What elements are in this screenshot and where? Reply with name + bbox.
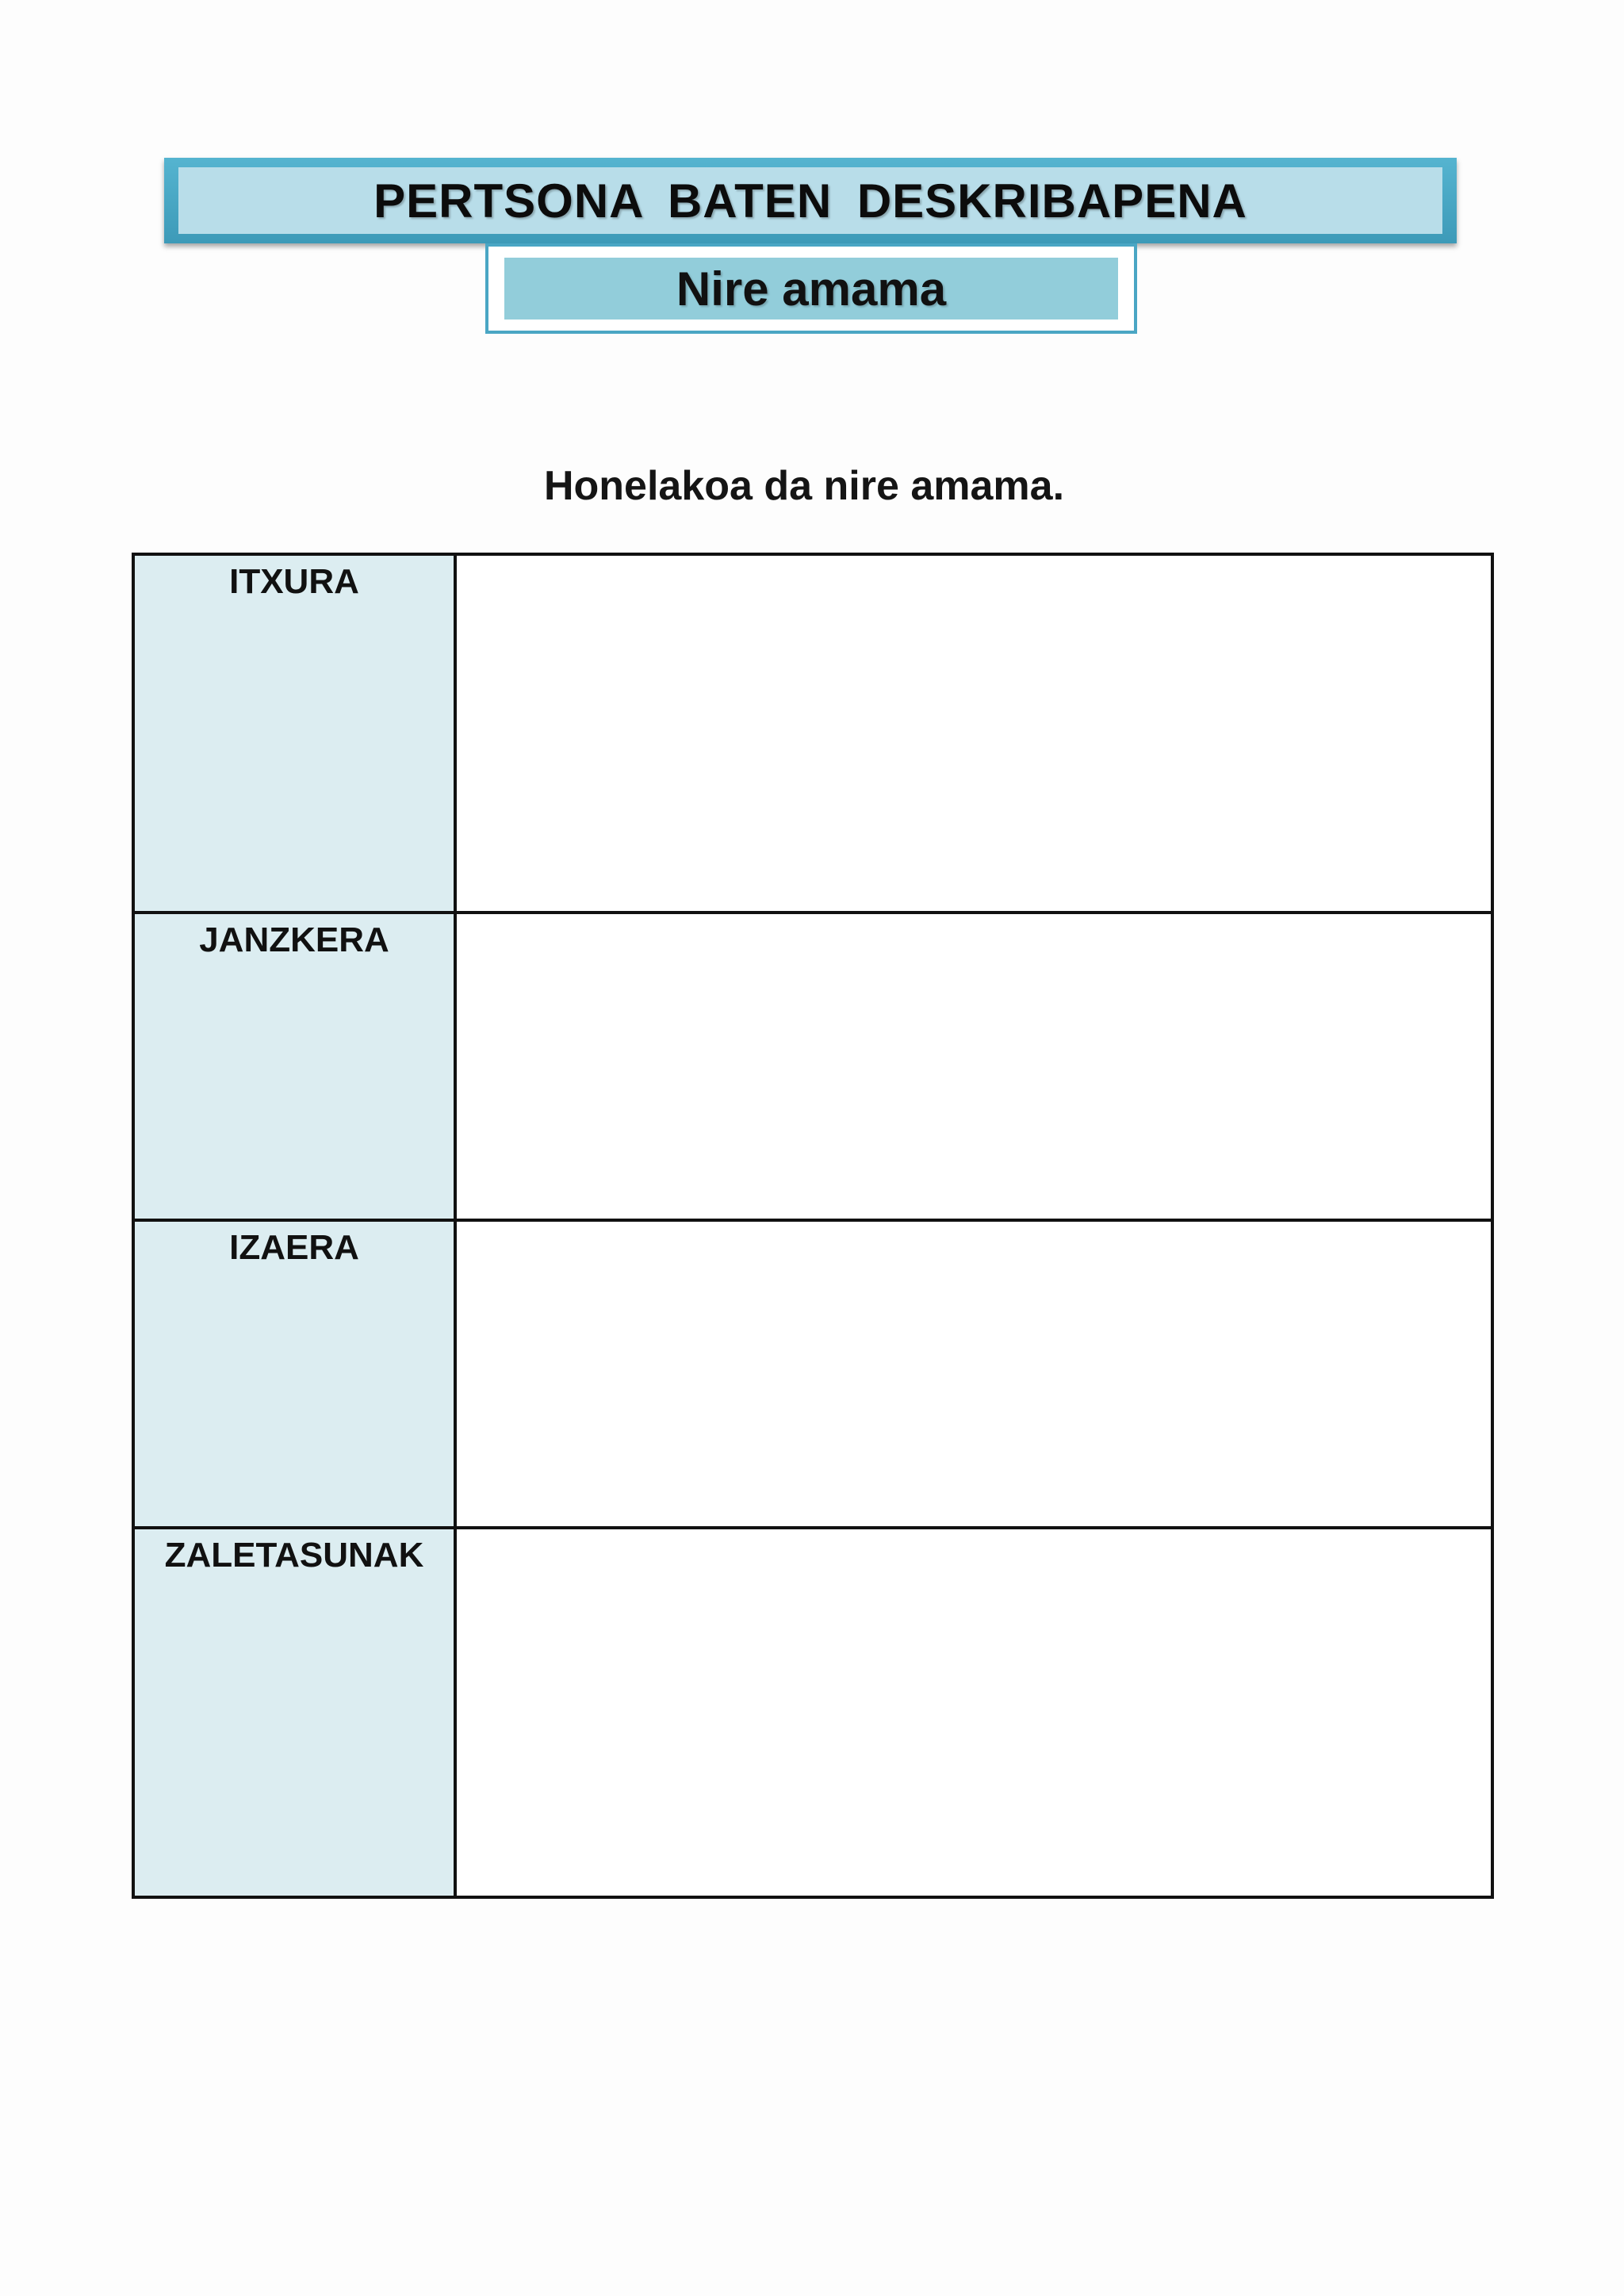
subtitle-box-inner xyxy=(504,258,1118,320)
answer-field-izaera[interactable] xyxy=(455,1220,1492,1528)
row-label-cell xyxy=(133,1220,455,1528)
table-row-zaletasunak xyxy=(133,1528,1492,1897)
row-label-izaera: IZAERA xyxy=(229,1228,359,1267)
row-label-cell xyxy=(133,554,455,913)
page-title: PERTSONA BATEN DESKRIBAPENA xyxy=(373,174,1247,228)
row-label-cell xyxy=(133,1528,455,1897)
table-row-itxura xyxy=(133,554,1492,913)
description-table xyxy=(132,553,1494,1899)
row-label-janzkera: JANZKERA xyxy=(199,920,389,959)
row-label-itxura: ITXURA xyxy=(229,562,359,601)
subtitle-box xyxy=(485,243,1137,334)
page-subtitle: Nire amama xyxy=(676,262,947,316)
answer-field-zaletasunak[interactable] xyxy=(455,1528,1492,1897)
row-label-cell xyxy=(133,913,455,1220)
title-banner-inner xyxy=(178,167,1442,234)
title-banner xyxy=(164,158,1457,243)
row-label-zaletasunak: ZALETASUNAK xyxy=(164,1536,424,1575)
answer-field-janzkera[interactable] xyxy=(455,913,1492,1220)
intro-sentence: Honelakoa da nire amama. xyxy=(543,463,1065,509)
answer-field-itxura[interactable] xyxy=(455,554,1492,913)
table-row-izaera xyxy=(133,1220,1492,1528)
table-row-janzkera xyxy=(133,913,1492,1220)
